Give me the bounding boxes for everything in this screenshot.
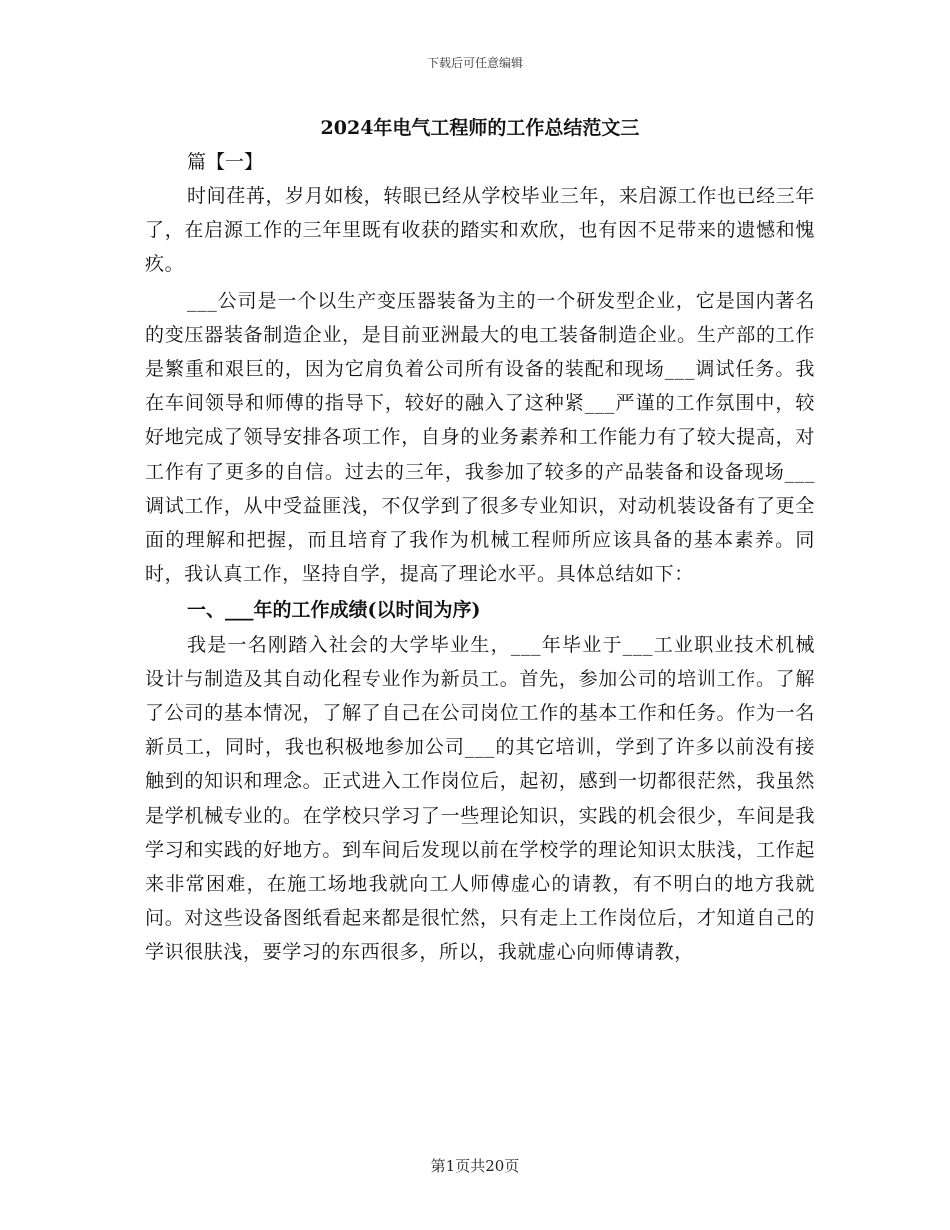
document-title: 2024年电气工程师的工作总结范文三 [320, 117, 640, 139]
section-heading: 一、___年的工作成绩(以时间为序) [187, 599, 481, 622]
paragraph-1: 时间荏苒，岁月如梭，转眼已经从学校毕业三年，来启源工作也已经三年了，在启源工作的三年里既有收获的踏实和欢欣，也有因不足带来的遗憾和愧疚。 [145, 185, 815, 276]
page-header-note: 下载后可任意编辑 [426, 56, 523, 70]
section-label: 篇【一】 [187, 151, 264, 173]
paragraph-3: 我是一名刚踏入社会的大学毕业生，___年毕业于___工业职业技术机械设计与制造及其自动化程专业作为新员工。首先，参加公司的培训工作。了解了公司的基本情况，了解了自己在公司岗位工作的基本工作和任务。作为一名新员工，同时，我也积极地参加公司___的其它培训，学到了许多以前没有接触到的知识和理念。正式进入工作岗位后，起初，感到一切都很茫然，我虽然是学机械专业的。在学校只学习了一些理论知识，实践的机会很少，车间是我学习和实践的好地方。到车间后发现以前在学校学的理论知识太肤浅，工作起来非常困难，在施工场地我就向工人师傅虚心的请教，有不明白的地方我就问。对这些设备图纸看起来都是很忙然，只有走上工作岗位后，才知道自己的学识很肤浅，要学习的东西很多，所以，我就虚心向师傅请教， [145, 633, 815, 964]
document-body [145, 112, 815, 970]
page-footer-number: 第1页共20页 [430, 1157, 520, 1175]
paragraph-2: ___公司是一个以生产变压器装备为主的一个研发型企业，它是国内著名的变压器装备制造企业，是目前亚洲最大的电工装备制造企业。生产部的工作是繁重和艰巨的，因为它肩负着公司所有设备的装配和现场___调试任务。我在车间领导和师傅的指导下，较好的融入了这种紧___严谨的工作氛围中，较好地完成了领导安排各项工作，自身的业务素养和工作能力有了较大提高，对工作有了更多的自信。过去的三年，我参加了较多的产品装备和设备现场___调试工作，从中受益匪浅，不仅学到了很多专业知识，对动机装设备有了更全面的理解和把握，而且培育了我作为机械工程师所应该具备的基本素养。同时，我认真工作，坚持自学，提高了理论水平。具体总结如下： [145, 289, 815, 586]
